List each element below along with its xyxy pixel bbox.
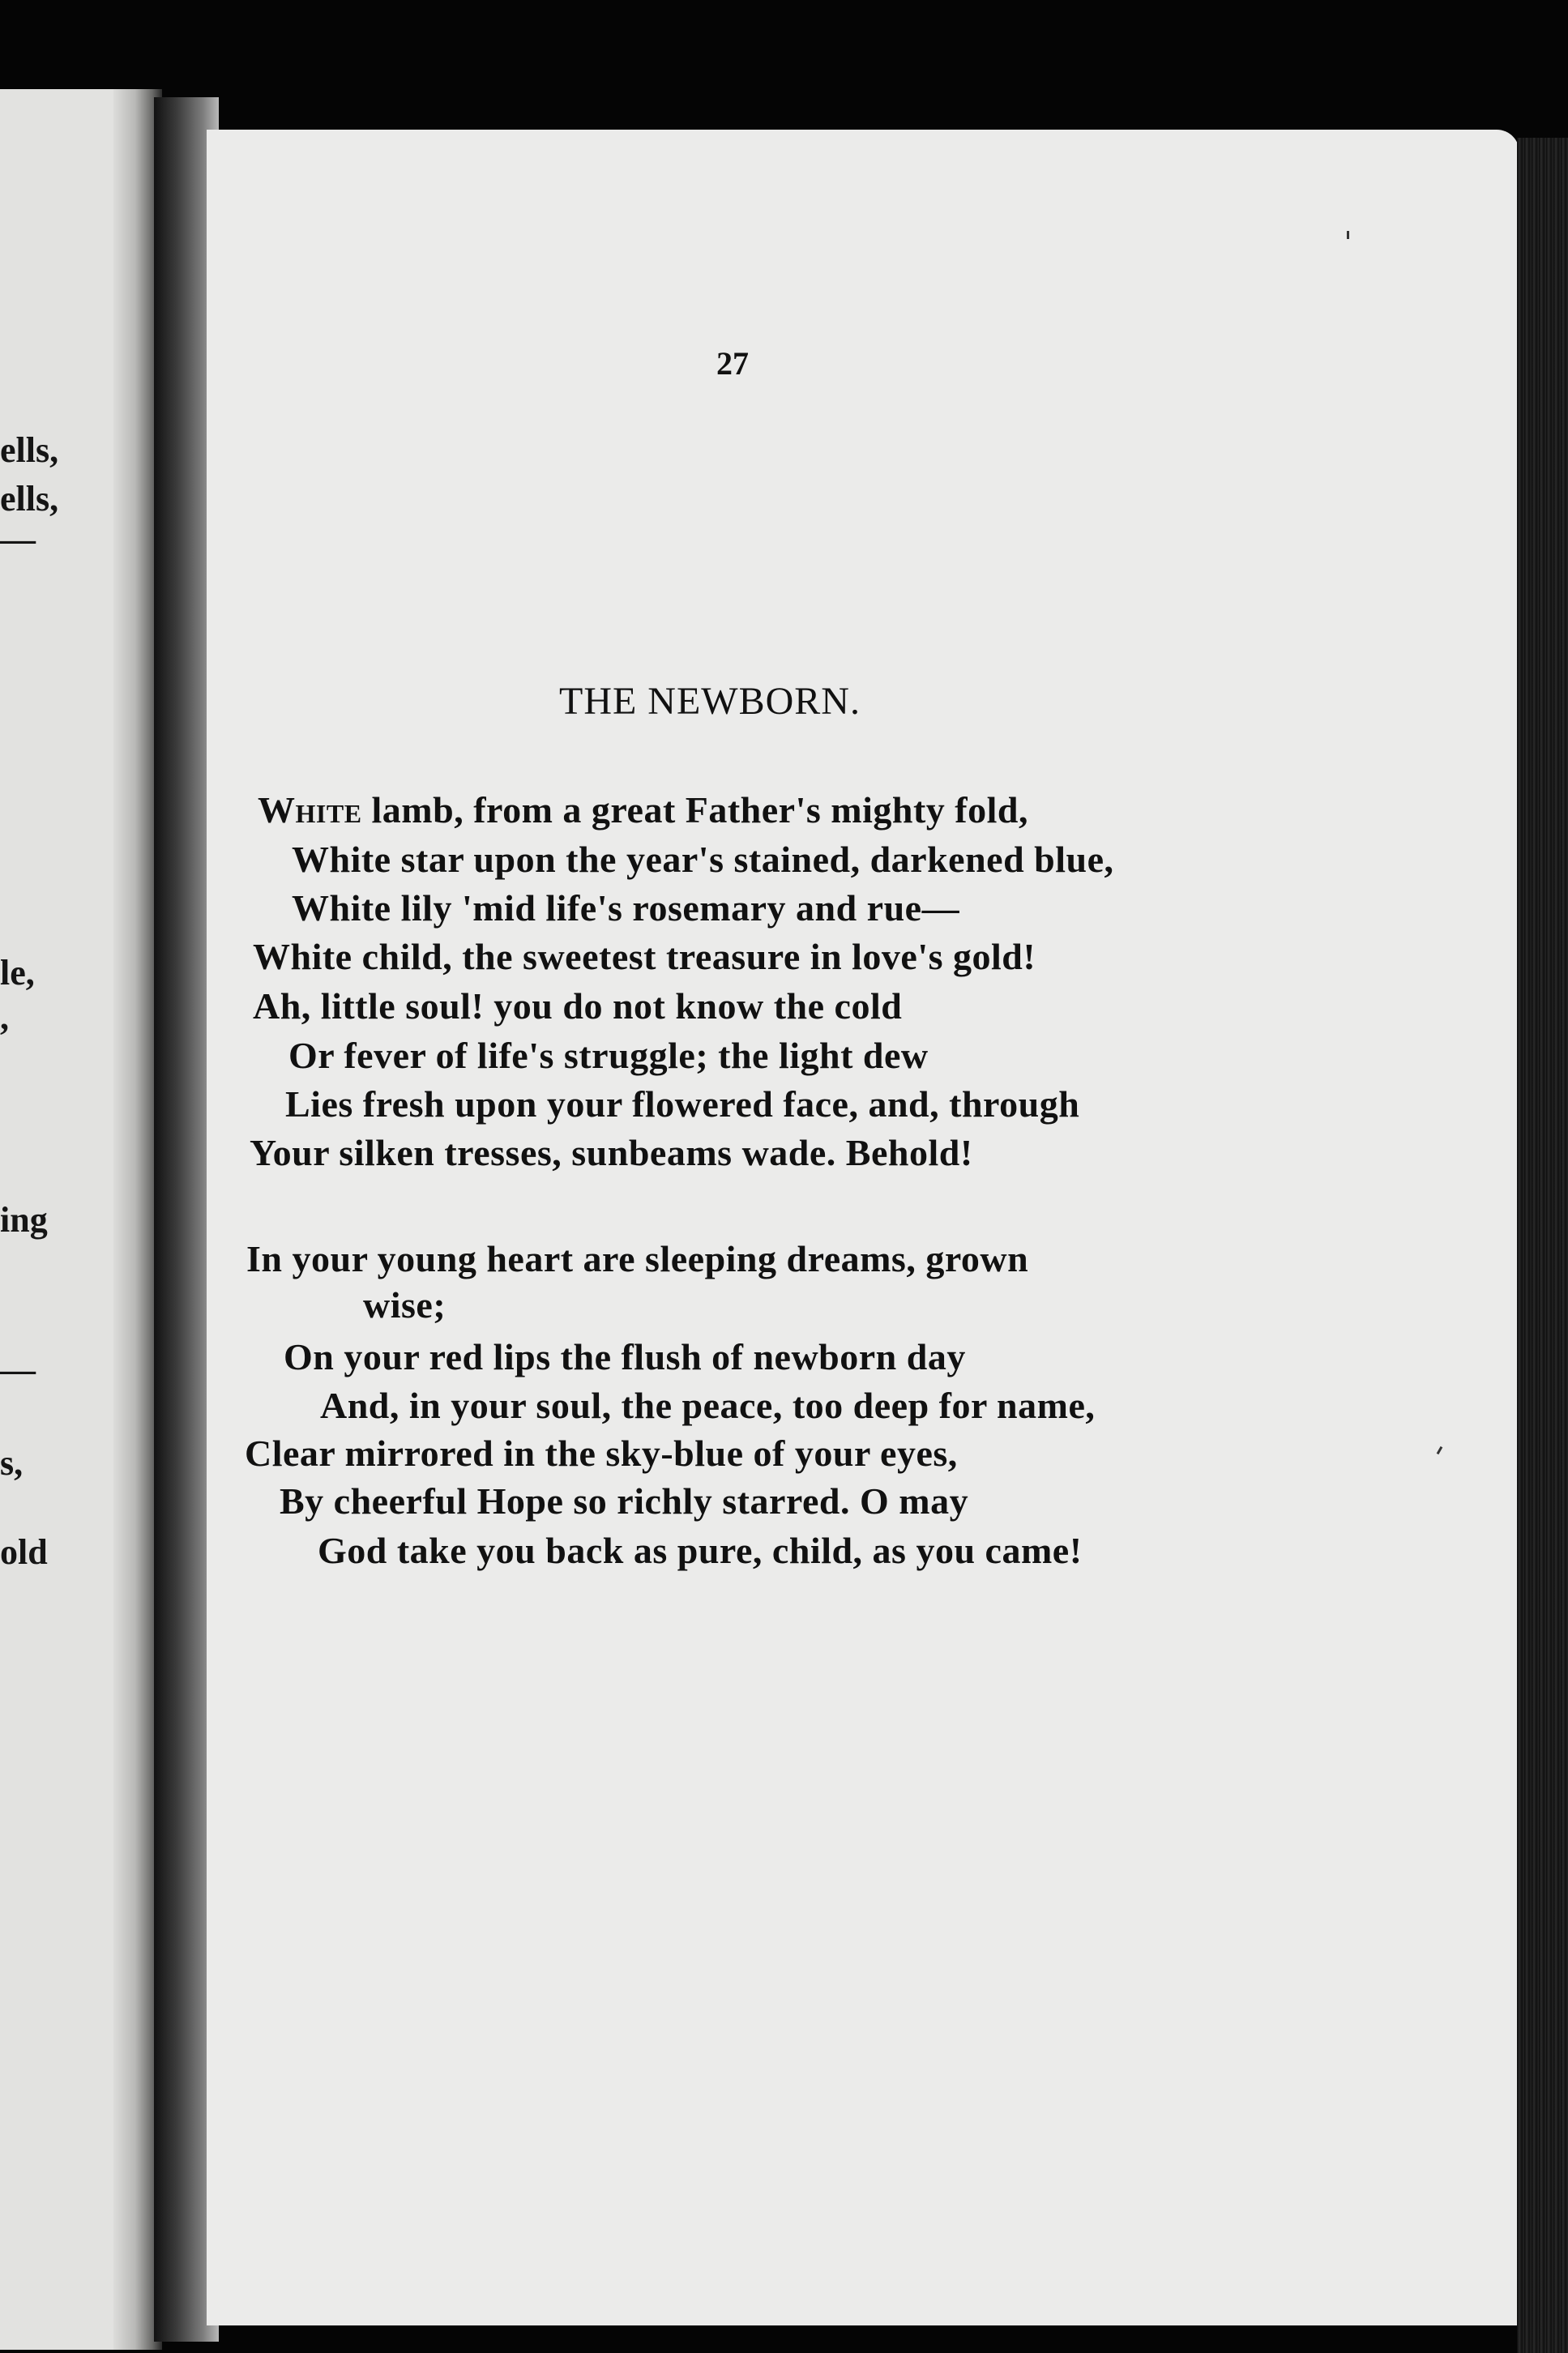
left-page-fragment: s, bbox=[0, 1443, 23, 1483]
left-page-fragment: le, bbox=[0, 953, 35, 993]
left-page-fragment: ells, bbox=[0, 479, 59, 519]
left-page-fragment: — bbox=[0, 1350, 36, 1390]
page-edges bbox=[1517, 138, 1568, 2353]
left-page-fragment: ells, bbox=[0, 430, 59, 470]
poem-line: wise; bbox=[363, 1284, 446, 1326]
poem-line: White lamb, from a great Father's mighty fold, bbox=[258, 789, 1028, 831]
poem-line: White lily 'mid life's rosemary and rue— bbox=[292, 887, 960, 929]
left-page-fragment: , bbox=[0, 997, 9, 1037]
poem-line: By cheerful Hope so richly starred. O may bbox=[280, 1480, 969, 1522]
poem-line: And, in your soul, the peace, too deep for name, bbox=[320, 1385, 1096, 1426]
page-number: 27 bbox=[716, 345, 749, 382]
poem-line: Your silken tresses, sunbeams wade. Behold! bbox=[250, 1132, 973, 1173]
paper-speck bbox=[1347, 231, 1349, 239]
poem-line: God take you back as pure, child, as you came! bbox=[318, 1530, 1083, 1571]
poem-line: On your red lips the flush of newborn day bbox=[284, 1336, 966, 1377]
drop-word: White bbox=[258, 789, 362, 831]
left-page-fragment: old bbox=[0, 1532, 48, 1572]
poem-line: White child, the sweetest treasure in love's gold! bbox=[253, 936, 1036, 977]
poem-title: THE NEWBORN. bbox=[559, 680, 861, 723]
previous-page-fragment bbox=[0, 89, 162, 2350]
left-page-fragment: — bbox=[0, 519, 36, 559]
poem-line: Lies fresh upon your flowered face, and, through bbox=[285, 1083, 1080, 1125]
poem-line: In your young heart are sleeping dreams, grown bbox=[246, 1238, 1029, 1279]
book-page bbox=[207, 130, 1519, 2325]
poem-line: Ah, little soul! you do not know the cold bbox=[253, 985, 903, 1027]
poem-line: Or fever of life's struggle; the light dew bbox=[288, 1035, 929, 1076]
poem-line: Clear mirrored in the sky-blue of your eyes, bbox=[245, 1433, 958, 1474]
poem-line: White star upon the year's stained, darkened blue, bbox=[292, 839, 1114, 880]
left-page-fragment: ing bbox=[0, 1200, 48, 1240]
